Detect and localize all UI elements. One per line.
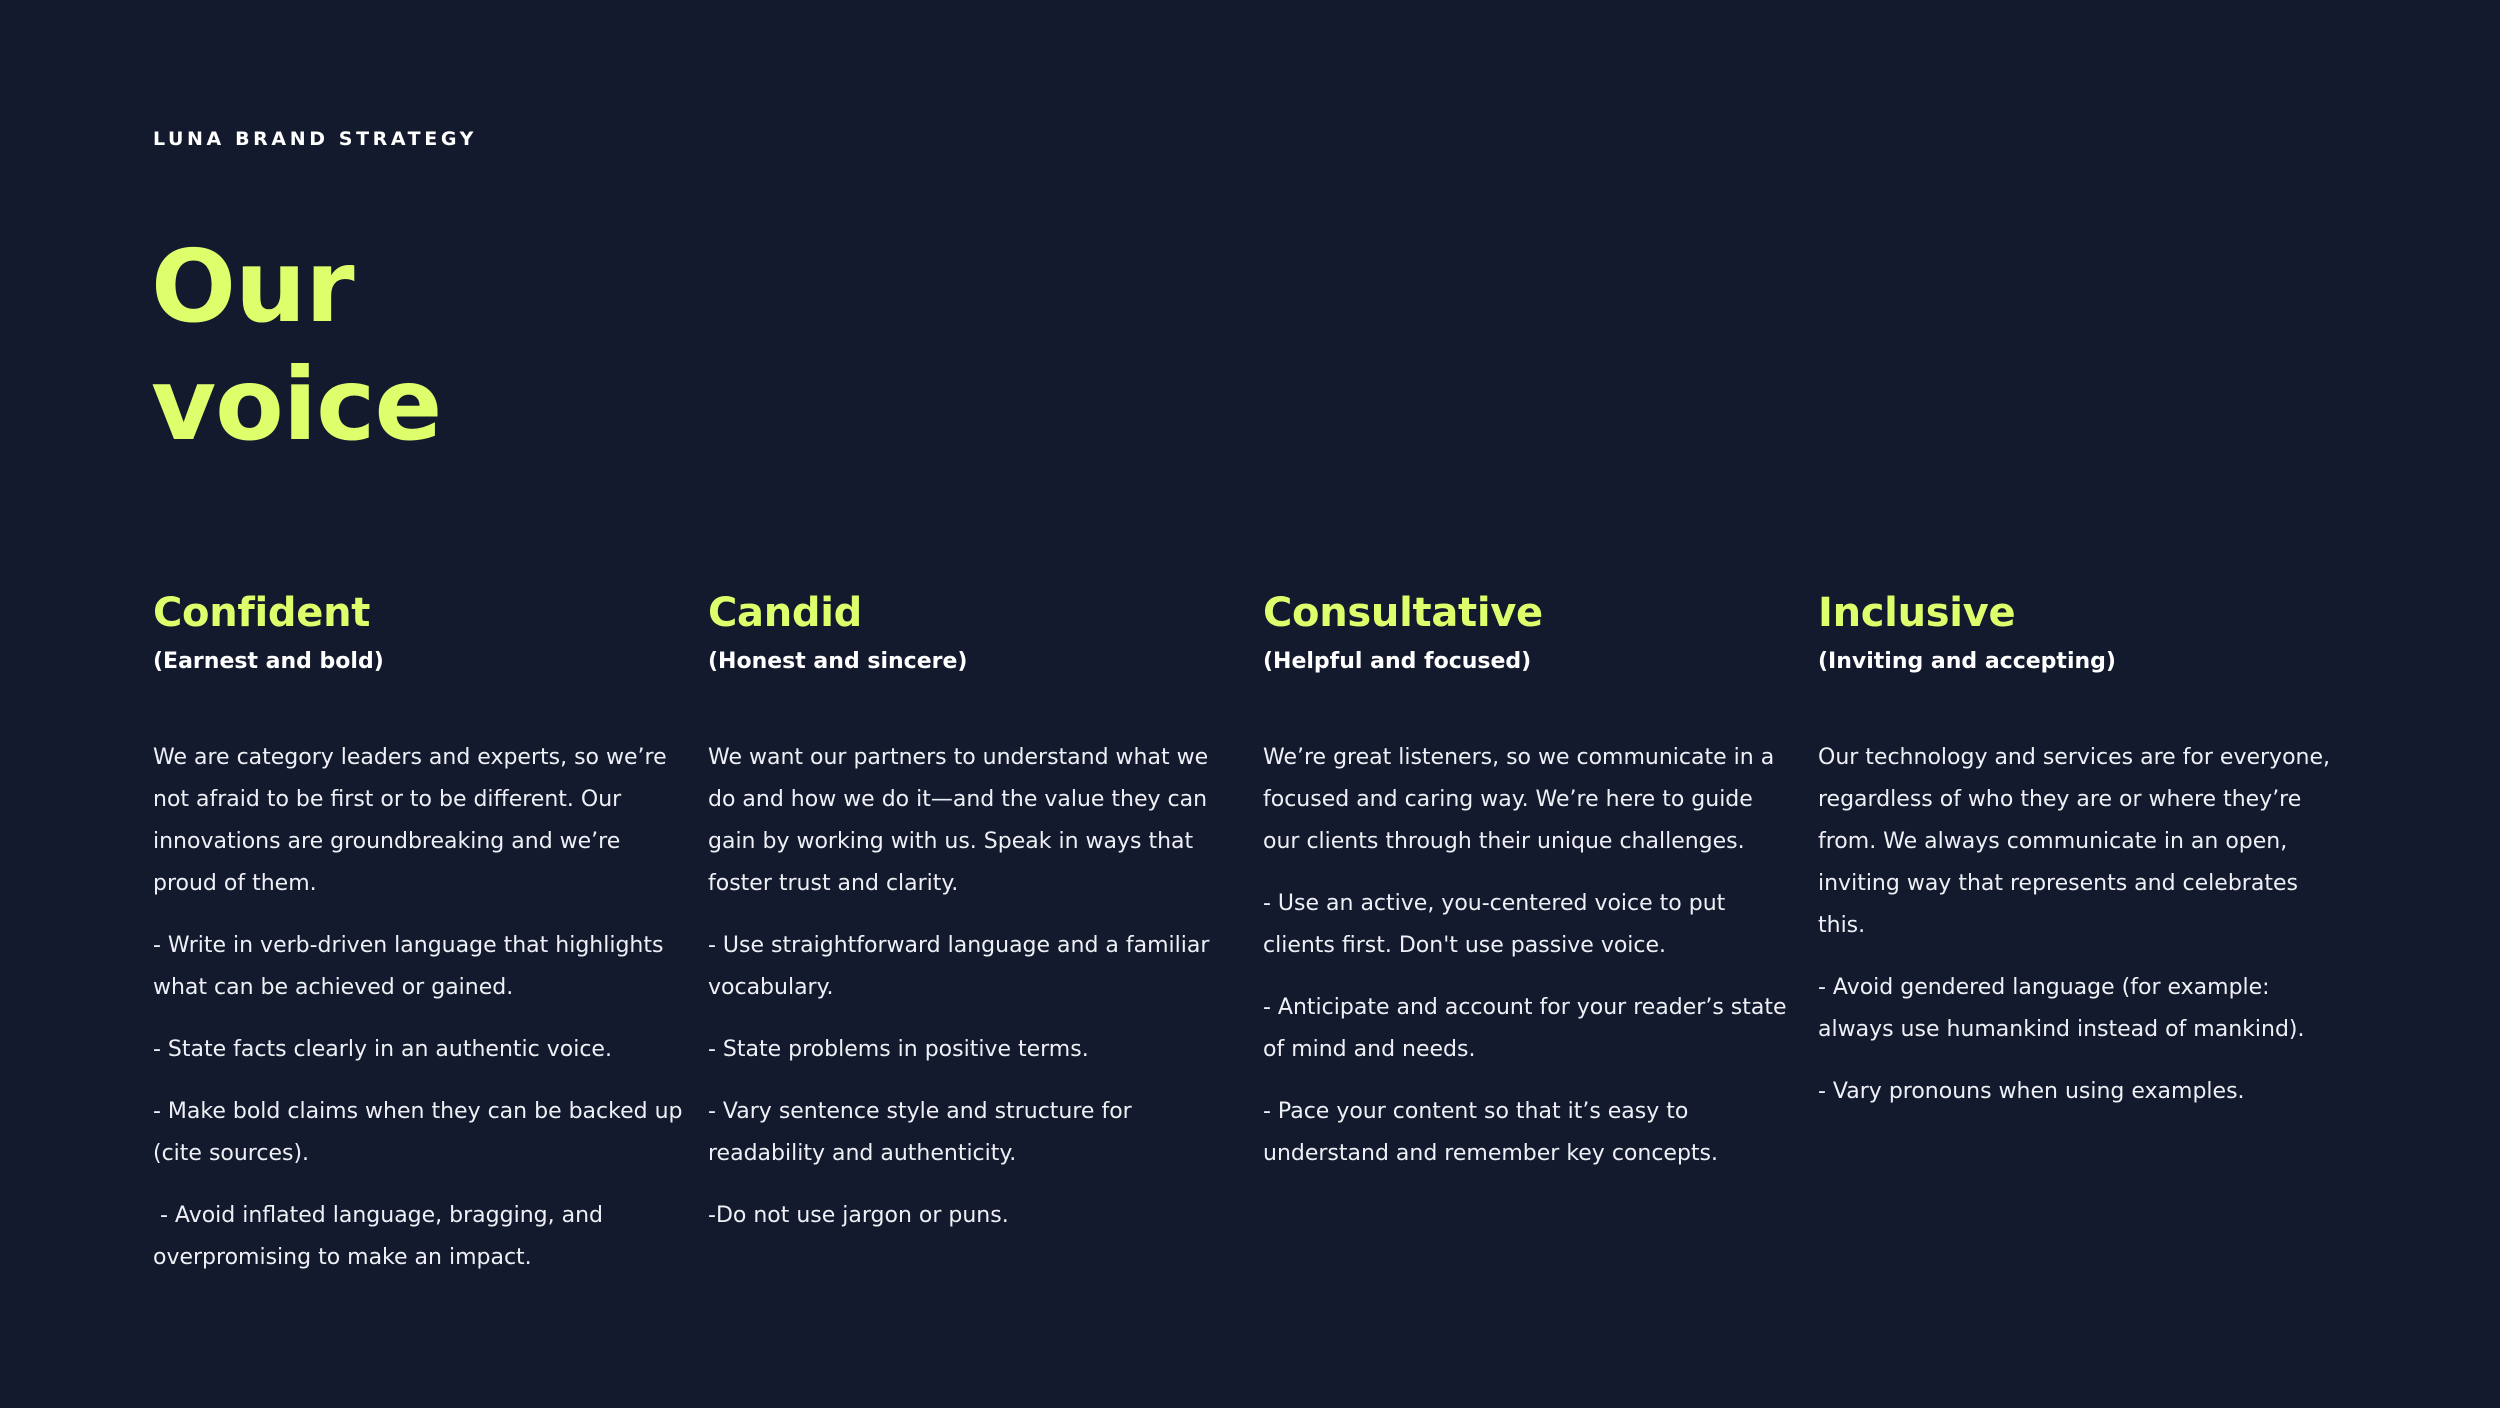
guideline-item: - Use an active, you-centered voice to put clients first. Don't use passive voice. [1263,891,1726,958]
guideline-list [1263,883,1794,1175]
guideline-item: -Do not use jargon or puns. [708,1203,1009,1228]
guideline-item: - Avoid inflated language, bragging, and overpromising to make an impact. [153,1203,610,1270]
guideline-item: - State problems in positive terms. [708,1037,1089,1062]
voice-column-candid [708,583,1263,1299]
column-intro: We’re great listeners, so we communicate in a focused and caring way. We’re here to guide our clients through their unique challenges. [1263,745,1775,854]
voice-columns [153,583,2373,1299]
guideline-item: - Vary pronouns when using examples. [1818,1079,2245,1104]
column-intro: Our technology and services are for everyone, regardless of who they are or where they’re from. We always communicate in an open, inviting way that represents and celebrates this. [1818,745,2330,938]
guideline-list [1818,967,2349,1113]
column-intro: We want our partners to understand what we do and how we do it—and the value they can gain by working with us. Speak in ways that foster trust and clarity. [708,745,1209,896]
voice-column-confident [153,583,708,1299]
guideline-item: - Vary sentence style and structure for readability and authenticity. [708,1099,1132,1166]
guideline-item: - Use straightforward language and a familiar vocabulary. [708,933,1210,1000]
column-subheading: (Inviting and accepting) [1818,649,2116,674]
eyebrow-label: LUNA BRAND STRATEGY [153,128,477,150]
column-subheading: (Earnest and bold) [153,649,384,674]
guideline-item: - Avoid gendered language (for example: always use humankind instead of mankind). [1818,975,2305,1042]
guideline-item: - State facts clearly in an authentic voice. [153,1037,612,1062]
column-intro: We are category leaders and experts, so we’re not afraid to be first or to be different. Our innovations are groundbreaking and we’re proud of them. [153,745,667,896]
guideline-item: - Anticipate and account for your reader’s state of mind and needs. [1263,995,1787,1062]
guideline-item: - Pace your content so that it’s easy to understand and remember key concepts. [1263,1099,1718,1166]
column-heading: Candid [708,590,863,636]
guideline-item: - Write in verb-driven language that highlights what can be achieved or gained. [153,933,664,1000]
page-title-line-1: Our [151,228,354,345]
guideline-list [708,925,1239,1237]
voice-column-inclusive [1818,583,2373,1299]
column-subheading: (Helpful and focused) [1263,649,1532,674]
page-title [151,228,441,464]
guideline-list [153,925,684,1279]
voice-column-consultative [1263,583,1818,1299]
column-heading: Inclusive [1818,590,2016,636]
column-heading: Confident [153,590,371,636]
guideline-item: - Make bold claims when they can be backed up (cite sources). [153,1099,683,1166]
column-subheading: (Honest and sincere) [708,649,968,674]
page-title-line-2: voice [151,346,442,463]
column-heading: Consultative [1263,590,1543,636]
